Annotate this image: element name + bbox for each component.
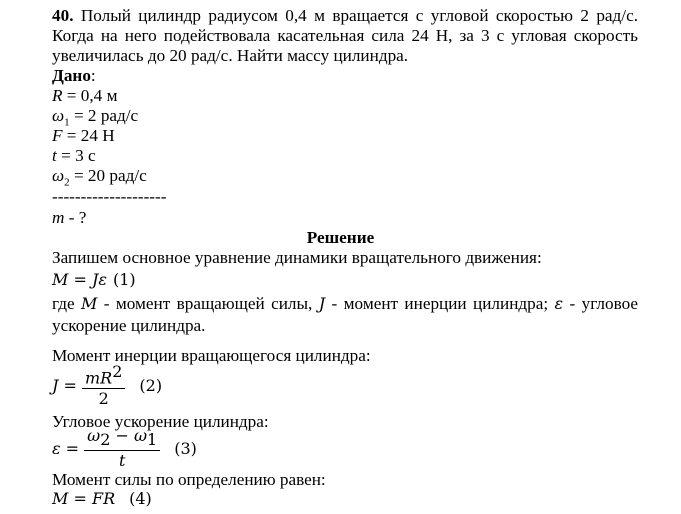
solution-paragraph-2-line-2: ускорение цилиндра. bbox=[52, 316, 206, 335]
given-item-radius: R = 0,4 м bbox=[52, 86, 118, 105]
find-line: m - ? bbox=[52, 208, 87, 227]
given-divider: -------------------- bbox=[52, 187, 167, 206]
problem-number: 40. bbox=[52, 6, 74, 25]
solution-paragraph-3: Момент инерции вращающегося цилиндра: bbox=[52, 346, 371, 365]
problem-line-1: 40. Полый цилиндр радиусом 0,4 м вращается с угловой скоростью 2 рад/с. bbox=[52, 6, 638, 25]
equation-3: ε = $\frac{\omega_2 - \omega_1}{t}$ (3) bbox=[52, 426, 197, 471]
equation-4: M = FR (4) bbox=[52, 489, 152, 508]
given-title: Дано: bbox=[52, 66, 96, 85]
given-item-force: F = 24 Н bbox=[52, 126, 115, 145]
solution-paragraph-4: Угловое ускорение цилиндра: bbox=[52, 412, 269, 431]
given-item-omega1: $\omega_1 = 2$ рад/с bbox=[52, 106, 139, 129]
fraction-angular-acceleration: $\frac{\omega_2 - \omega_1}{t}$ bbox=[84, 426, 160, 471]
fraction-inertia: $\frac{mR^2}{2}$ bbox=[82, 362, 125, 409]
solution-paragraph-1: Запишем основное уравнение динамики вращательного движения: bbox=[52, 248, 542, 267]
equation-1: M = Jε (1) bbox=[52, 270, 136, 289]
solution-heading: Решение bbox=[306, 228, 375, 247]
problem-line-2: Когда на него подействовала касательная сила 24 Н, за 3 с угловая скорость bbox=[52, 26, 638, 45]
problem-line-3: увеличилась до 20 рад/с. Найти массу цилиндра. bbox=[52, 46, 409, 65]
equation-2: J = $\frac{mR^2}{2}$ (2) bbox=[52, 362, 163, 409]
given-item-time: t = 3 с bbox=[52, 146, 96, 165]
solution-paragraph-2-line-1: где M - момент вращающей силы, J - момент инерции цилиндра; ε - угловое bbox=[52, 294, 638, 313]
given-item-omega2: $\omega_2 = 20$ рад/с bbox=[52, 166, 147, 189]
solution-paragraph-5: Момент силы по определению равен: bbox=[52, 470, 326, 489]
